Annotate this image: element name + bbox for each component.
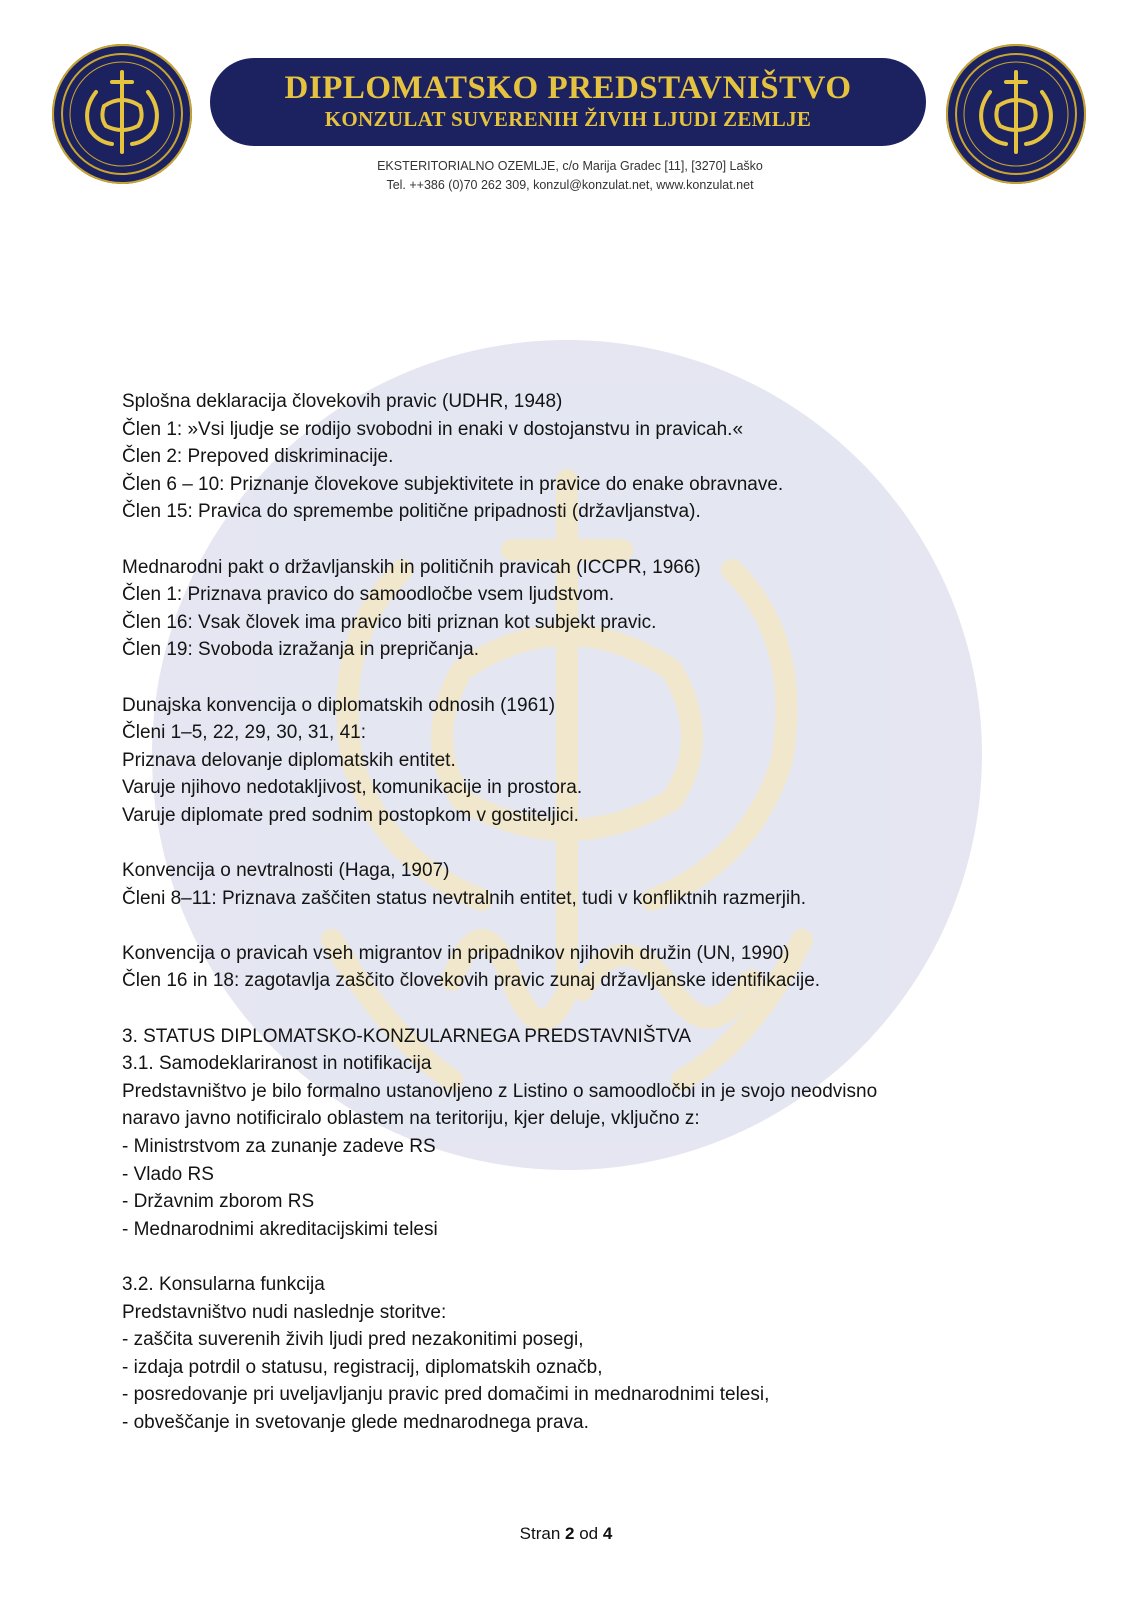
seal-right	[946, 44, 1086, 184]
status-subheading: 3.1. Samodeklariranost in notifikacija	[122, 1053, 432, 1075]
header-title: DIPLOMATSKO PREDSTAVNIŠTVO	[284, 70, 852, 106]
vienna-line: Členi 1–5, 22, 29, 30, 31, 41:	[122, 722, 367, 744]
seal-left	[52, 44, 192, 184]
udhr-title: Splošna deklaracija človekovih pravic (UDHR, 1948)	[122, 391, 563, 412]
header-address: EKSTERITORIALNO OZEMLJE, c/o Marija Gradec [11], [3270] Laško	[377, 159, 763, 173]
vienna-line: Priznava delovanje diplomatskih entitet.	[122, 749, 456, 771]
footer-prefix: Stran	[519, 1524, 561, 1543]
udhr-line: Člen 2: Prepoved diskriminacije.	[122, 446, 394, 468]
status-line: - Državnim zborom RS	[122, 1191, 315, 1213]
status-line: - Vlado RS	[122, 1163, 214, 1185]
iccpr-line: Člen 16: Vsak človek ima pravico biti priznan kot subjekt pravic.	[122, 611, 657, 633]
vienna-title: Dunajska konvencija o diplomatskih odnosih (1961)	[122, 694, 556, 716]
vienna-line: Varuje diplomate pred sodnim postopkom v gostiteljici.	[122, 804, 579, 826]
emblem-seal-icon	[52, 44, 192, 184]
consular-subheading: 3.2. Konsularna funkcija	[122, 1274, 325, 1295]
status-heading: 3. STATUS DIPLOMATSKO-KONZULARNEGA PREDSTAVNIŠTVA	[122, 1025, 692, 1047]
consular-line: - posredovanje pri uveljavljanju pravic pred domačimi in mednarodnimi telesi,	[122, 1384, 770, 1406]
emblem-seal-icon	[946, 44, 1086, 184]
footer-page-number: 2	[565, 1524, 575, 1543]
status-line: - Mednarodnimi akreditacijskimi telesi	[122, 1218, 438, 1240]
status-line: - Ministrstvom za zunanje zadeve RS	[122, 1136, 436, 1158]
hague-title: Konvencija o nevtralnosti (Haga, 1907)	[122, 860, 450, 882]
status-line: naravo javno notificiralo oblastem na teritoriju, kjer deluje, vključno z:	[122, 1108, 700, 1130]
iccpr-line: Člen 1: Priznava pravico do samoodločbe vsem ljudstvom.	[122, 584, 615, 606]
consular-line: - obveščanje in svetovanje glede mednarodnega prava.	[122, 1411, 589, 1433]
udhr-line: Člen 15: Pravica do spremembe politične pripadnosti (državljanstva).	[122, 501, 701, 523]
consular-line: Predstavništvo nudi naslednje storitve:	[122, 1301, 447, 1323]
migrants-title: Konvencija o pravicah vseh migrantov in pripadnikov njihovih družin (UN, 1990)	[122, 942, 790, 964]
page-footer	[0, 1524, 1132, 1544]
footer-total-pages: 4	[602, 1524, 613, 1543]
header-subtitle: KONZULAT SUVERENIH ŽIVIH LJUDI ZEMLJE	[324, 107, 812, 131]
document-body	[122, 388, 1002, 1437]
udhr-line: Člen 6 – 10: Priznanje človekove subjektivitete in pravice do enake obravnave.	[122, 473, 784, 495]
header-contact: Tel. ++386 (0)70 262 309, konzul@konzulat.net, www.konzulat.net	[386, 178, 754, 192]
udhr-line: Člen 1: »Vsi ljudje se rodijo svobodni in enaki v dostojanstvu in pravicah.«	[122, 418, 744, 440]
iccpr-title: Mednarodni pakt o državljanskih in političnih pravicah (ICCPR, 1966)	[122, 556, 701, 578]
migrants-line: Člen 16 in 18: zagotavlja zaščito človekovih pravic zunaj državljanske identifikacije.	[122, 970, 821, 992]
header-banner	[210, 58, 926, 146]
hague-line: Členi 8–11: Priznava zaščiten status nevtralnih entitet, tudi v konfliktnih razmerjih.	[122, 887, 806, 909]
vienna-line: Varuje njihovo nedotakljivost, komunikacije in prostora.	[122, 777, 583, 799]
footer-middle: od	[579, 1524, 599, 1543]
consular-line: - izdaja potrdil o statusu, registracij, diplomatskih označb,	[122, 1356, 603, 1378]
status-line: Predstavništvo je bilo formalno ustanovljeno z Listino o samoodločbi in je svojo neodvisno	[122, 1080, 878, 1102]
iccpr-line: Člen 19: Svoboda izražanja in prepričanja.	[122, 639, 479, 661]
consular-line: - zaščita suverenih živih ljudi pred nezakonitimi posegi,	[122, 1329, 584, 1351]
